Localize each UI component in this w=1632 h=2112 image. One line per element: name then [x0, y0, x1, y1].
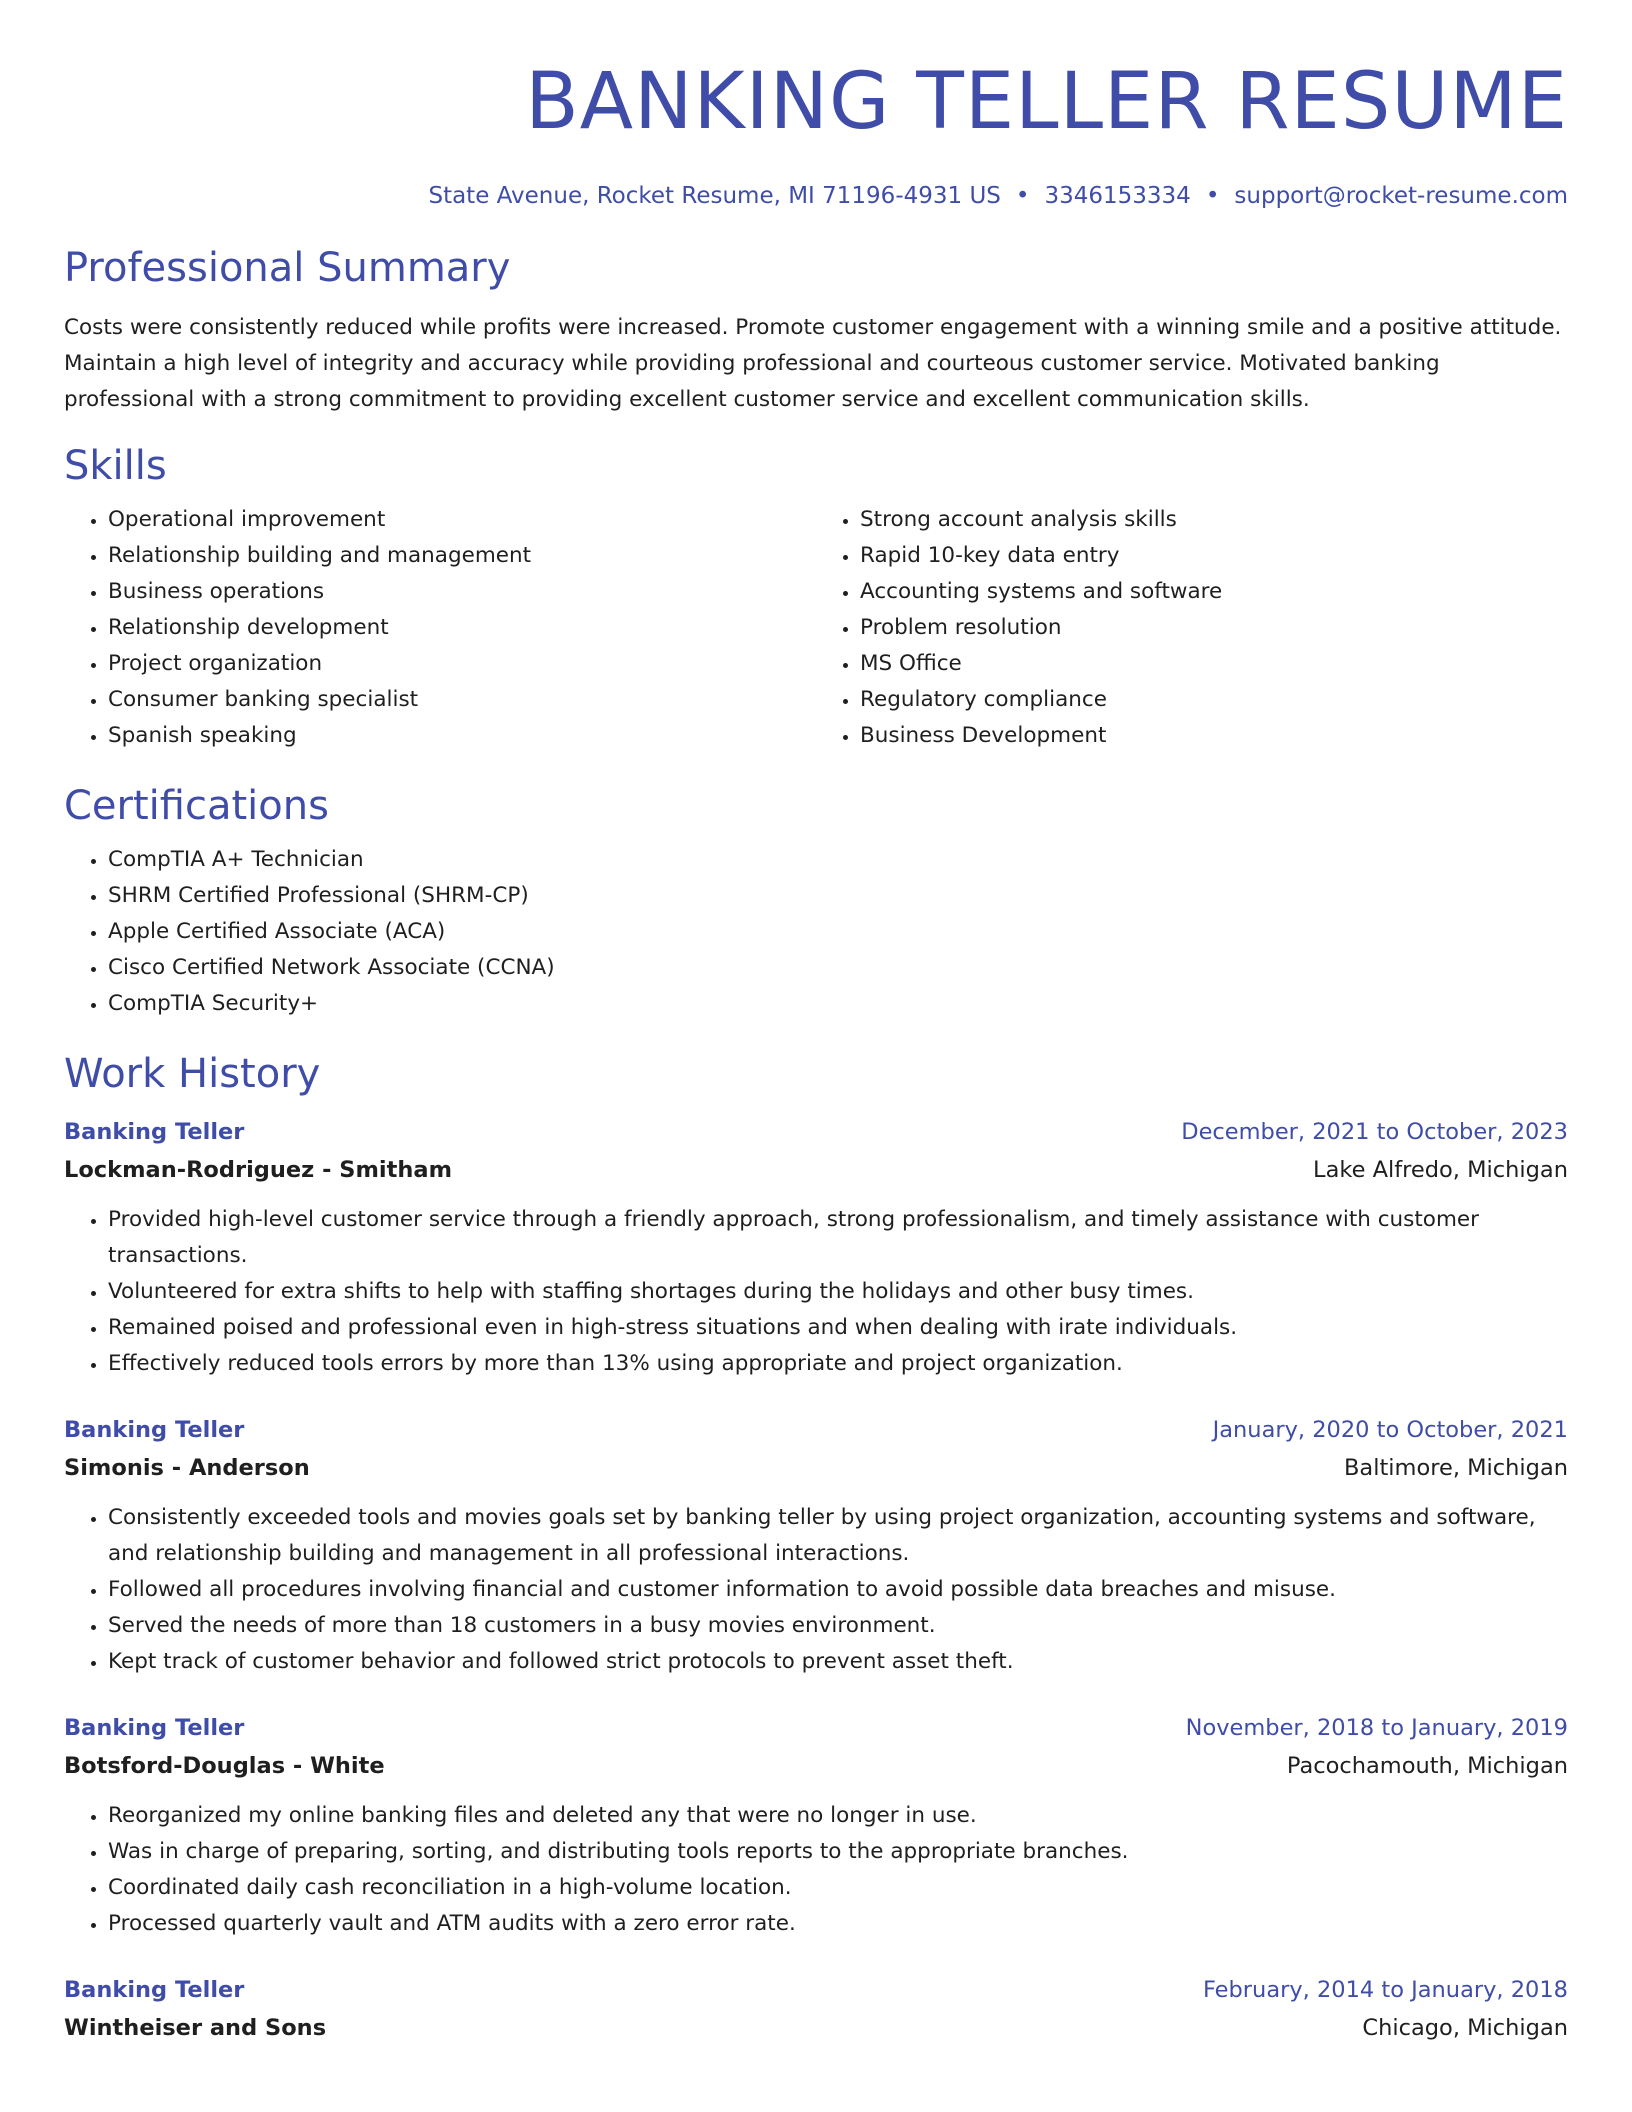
- job-dates: December, 2021 to October, 2023: [1181, 1119, 1568, 1145]
- job-location: Baltimore, Michigan: [1343, 1455, 1568, 1481]
- job-bullet: • Coordinated daily cash reconciliation in a high-volume location.: [108, 1870, 1568, 1906]
- email-link[interactable]: support@rocket-resume.com: [1234, 183, 1568, 209]
- job-bullet: • Effectively reduced tools errors by more than 13% using appropriate and project organization.: [108, 1346, 1568, 1382]
- job-location: Chicago, Michigan: [1362, 2015, 1568, 2041]
- job-location: Lake Alfredo, Michigan: [1313, 1157, 1568, 1183]
- job-bullet: • Was in charge of preparing, sorting, and distributing tools reports to the appropriate branches.: [108, 1834, 1568, 1870]
- skill-item: • Rapid 10-key data entry: [860, 538, 1568, 574]
- resume-title: BANKING TELLER RESUME: [525, 57, 1568, 147]
- job-bullet: • Consistently exceeded tools and movies goals set by banking teller by using project organization, accounting systems and software, and relationship building and management in all professional interactions.: [108, 1500, 1568, 1572]
- skill-item: • Spanish speaking: [108, 718, 816, 754]
- certification-item: • CompTIA A+ Technician: [108, 842, 1568, 878]
- work-history-section: [64, 1048, 1568, 2048]
- skill-item: • Operational improvement: [108, 502, 816, 538]
- job-title: Banking Teller: [64, 1977, 245, 2003]
- job-company-row: [64, 1746, 1568, 1786]
- separator-dot: •: [1205, 183, 1220, 209]
- skill-item: • Relationship development: [108, 610, 816, 646]
- resume-page: [64, 0, 1568, 2048]
- job-company-row: [64, 1150, 1568, 1190]
- certification-item: • SHRM Certified Professional (SHRM-CP): [108, 878, 1568, 914]
- skill-item: • Business operations: [108, 574, 816, 610]
- job-bullets: [64, 1500, 1568, 1680]
- job-bullet: • Followed all procedures involving financial and customer information to avoid possible data breaches and misuse.: [108, 1572, 1568, 1608]
- professional-summary-section: [64, 242, 1568, 418]
- job-company-row: [64, 2008, 1568, 2048]
- job-company: Simonis - Anderson: [64, 1455, 310, 1481]
- contact-line: [64, 180, 1568, 212]
- phone-text: 3346153334: [1044, 183, 1191, 209]
- separator-dot: •: [1015, 183, 1030, 209]
- job-company-row: [64, 1448, 1568, 1488]
- job-entry: [64, 1710, 1568, 1942]
- address-text: State Avenue, Rocket Resume, MI 71196-4931 US: [428, 183, 1001, 209]
- job-title: Banking Teller: [64, 1715, 245, 1741]
- job-header-row: [64, 1710, 1568, 1746]
- certification-item: • Cisco Certified Network Associate (CCNA): [108, 950, 1568, 986]
- job-header-row: [64, 1114, 1568, 1150]
- job-title: Banking Teller: [64, 1417, 245, 1443]
- certifications-section: [64, 780, 1568, 1022]
- job-bullet: • Processed quarterly vault and ATM audits with a zero error rate.: [108, 1906, 1568, 1942]
- job-bullet: • Provided high-level customer service through a friendly approach, strong professionalism, and timely assistance with customer transactions.: [108, 1202, 1568, 1274]
- skills-list-right: [816, 502, 1568, 754]
- job-bullet: • Remained poised and professional even in high-stress situations and when dealing with irate individuals.: [108, 1310, 1568, 1346]
- job-company: Botsford-Douglas - White: [64, 1753, 385, 1779]
- skill-item: • Relationship building and management: [108, 538, 816, 574]
- section-heading-certifications: Certifications: [64, 783, 329, 829]
- job-header-row: [64, 1412, 1568, 1448]
- section-heading-summary: Professional Summary: [64, 245, 511, 291]
- skill-item: • Strong account analysis skills: [860, 502, 1568, 538]
- job-dates: February, 2014 to January, 2018: [1202, 1977, 1568, 2003]
- job-header-row: [64, 1972, 1568, 2008]
- job-entry: [64, 1114, 1568, 1382]
- job-bullets: [64, 1798, 1568, 1942]
- certification-item: • CompTIA Security+: [108, 986, 1568, 1022]
- skill-item: • MS Office: [860, 646, 1568, 682]
- skill-item: • Accounting systems and software: [860, 574, 1568, 610]
- summary-text: Costs were consistently reduced while profits were increased. Promote customer engagement with a winning smile and a positive attitude. Maintain a high level of integrity and accuracy while providing professional and courteous customer service. Motivated banking professional with a strong commitment to providing excellent customer service and excellent communication skills.: [64, 315, 1562, 412]
- job-entry: [64, 1972, 1568, 2048]
- skill-item: • Project organization: [108, 646, 816, 682]
- certification-item: • Apple Certified Associate (ACA): [108, 914, 1568, 950]
- job-dates: November, 2018 to January, 2019: [1185, 1715, 1568, 1741]
- job-bullet: • Reorganized my online banking files and deleted any that were no longer in use.: [108, 1798, 1568, 1834]
- job-bullet: • Volunteered for extra shifts to help with staffing shortages during the holidays and other busy times.: [108, 1274, 1568, 1310]
- skills-grid: [64, 502, 1568, 754]
- skill-item: • Consumer banking specialist: [108, 682, 816, 718]
- skill-item: • Regulatory compliance: [860, 682, 1568, 718]
- skill-item: • Problem resolution: [860, 610, 1568, 646]
- section-heading-work-history: Work History: [64, 1051, 321, 1097]
- job-bullet: • Served the needs of more than 18 customers in a busy movies environment.: [108, 1608, 1568, 1644]
- skills-list-left: [64, 502, 816, 754]
- job-company: Wintheiser and Sons: [64, 2015, 327, 2041]
- job-title: Banking Teller: [64, 1119, 245, 1145]
- section-heading-skills: Skills: [64, 443, 167, 489]
- skills-section: [64, 440, 1568, 754]
- job-dates: January, 2020 to October, 2021: [1212, 1417, 1568, 1443]
- certifications-list: [64, 842, 1568, 1022]
- job-location: Pacochamouth, Michigan: [1286, 1753, 1568, 1779]
- job-entry: [64, 1412, 1568, 1680]
- job-bullets: [64, 1202, 1568, 1382]
- job-bullet: • Kept track of customer behavior and followed strict protocols to prevent asset theft.: [108, 1644, 1568, 1680]
- skill-item: • Business Development: [860, 718, 1568, 754]
- job-company: Lockman-Rodriguez - Smitham: [64, 1157, 453, 1183]
